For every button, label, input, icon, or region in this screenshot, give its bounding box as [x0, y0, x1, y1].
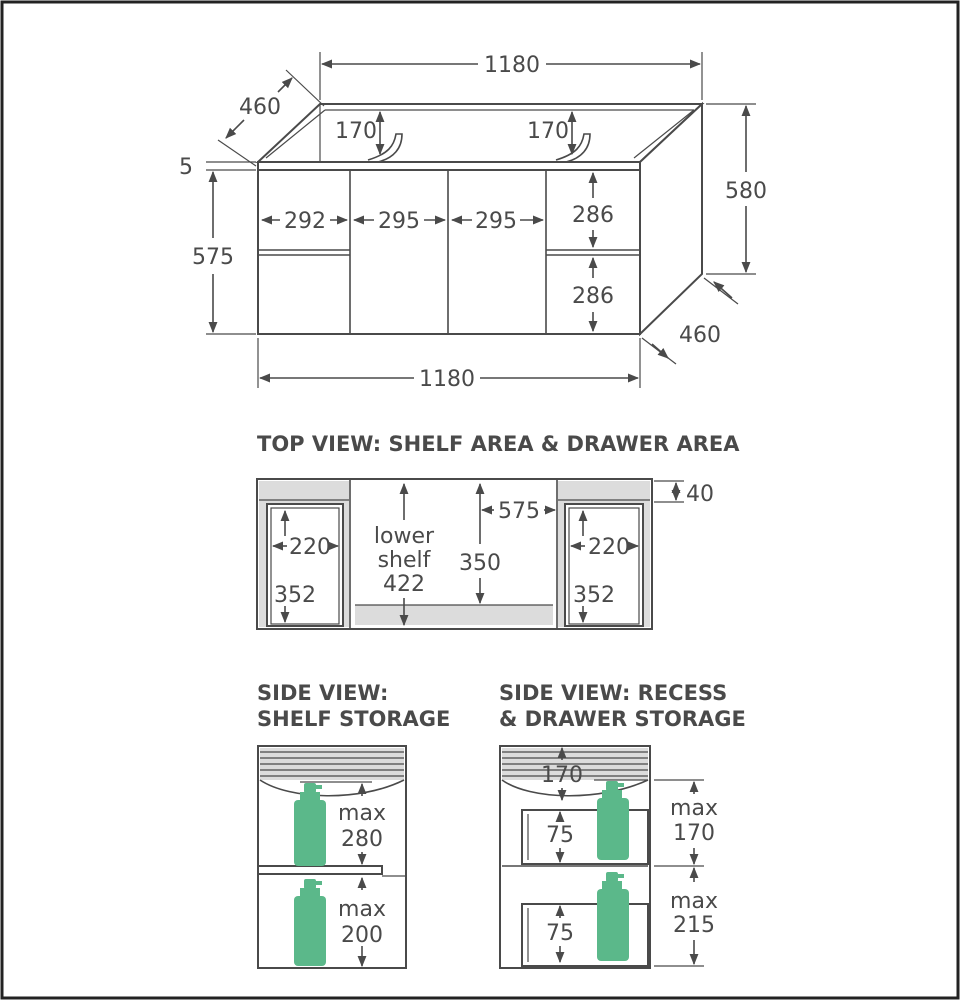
- side-view-drawer: [499, 681, 746, 968]
- side-drawer-title-2: & DRAWER STORAGE: [499, 707, 746, 731]
- depth-left-label: 460: [239, 95, 281, 120]
- right-height-label: 580: [725, 179, 767, 204]
- shelf-width-label: 422: [383, 572, 425, 597]
- door-left-width-label: 295: [378, 209, 420, 234]
- top-view: [257, 432, 740, 629]
- side-view-shelf: [257, 681, 450, 968]
- drawer-upper-height-label: 286: [572, 203, 614, 228]
- drawer-right-width-label-top: 220: [588, 535, 630, 560]
- shelf-lower-max-label: max: [338, 897, 386, 922]
- bottom-width-label: 1180: [419, 367, 475, 392]
- top-width-label: 1180: [484, 53, 540, 78]
- upper-drawer-depth-label: 75: [546, 823, 574, 848]
- basin-right-height-label: 170: [527, 119, 569, 144]
- side-drawer-title-1: SIDE VIEW: RECESS: [499, 681, 728, 705]
- top-thickness-label: 5: [179, 155, 193, 180]
- shelf-label-line-2: shelf: [377, 548, 431, 573]
- lower-drawer-depth-label: 75: [546, 921, 574, 946]
- drawer-left-width-label: 292: [284, 209, 326, 234]
- recess-depth-label: 170: [541, 763, 583, 788]
- shelf-upper-max-label: max: [338, 801, 386, 826]
- cabinet-top-edge: [258, 162, 640, 170]
- drawer-left-width-label-top: 220: [289, 535, 331, 560]
- depth-right-label: 460: [679, 323, 721, 348]
- drawer-lower-max-value: 215: [673, 913, 715, 938]
- inner-width-label: 575: [498, 499, 540, 524]
- lower-drawer-box: [522, 904, 648, 966]
- shelf-label-line-1: lower: [373, 524, 435, 549]
- door-right-width-label: 295: [475, 209, 517, 234]
- front-view: [179, 52, 767, 392]
- drawer-lower-max-label: max: [670, 889, 718, 914]
- inner-depth-label: 350: [459, 551, 501, 576]
- side-shelf-title-2: SHELF STORAGE: [257, 707, 451, 731]
- upper-drawer-box: [522, 810, 648, 864]
- left-height-label: 575: [192, 245, 234, 270]
- cabinet-front: [258, 170, 640, 334]
- basin-left-height-label: 170: [335, 119, 377, 144]
- side-shelf-title-1: SIDE VIEW:: [257, 681, 389, 705]
- shelf-upper-max-value: 280: [341, 827, 383, 852]
- drawer-upper-max-label: max: [670, 796, 718, 821]
- drawer-upper-max-value: 170: [673, 821, 715, 846]
- drawer-left-depth-label: 352: [274, 583, 316, 608]
- top-gap-label: 40: [686, 482, 714, 507]
- drawer-lower-height-label: 286: [572, 284, 614, 309]
- cabinet-top-surface: [258, 104, 702, 162]
- shelf-lower-max-value: 200: [341, 923, 383, 948]
- drawer-right-depth-label: 352: [573, 583, 615, 608]
- shelf-board: [258, 866, 382, 874]
- top-view-title: TOP VIEW: SHELF AREA & DRAWER AREA: [257, 432, 740, 456]
